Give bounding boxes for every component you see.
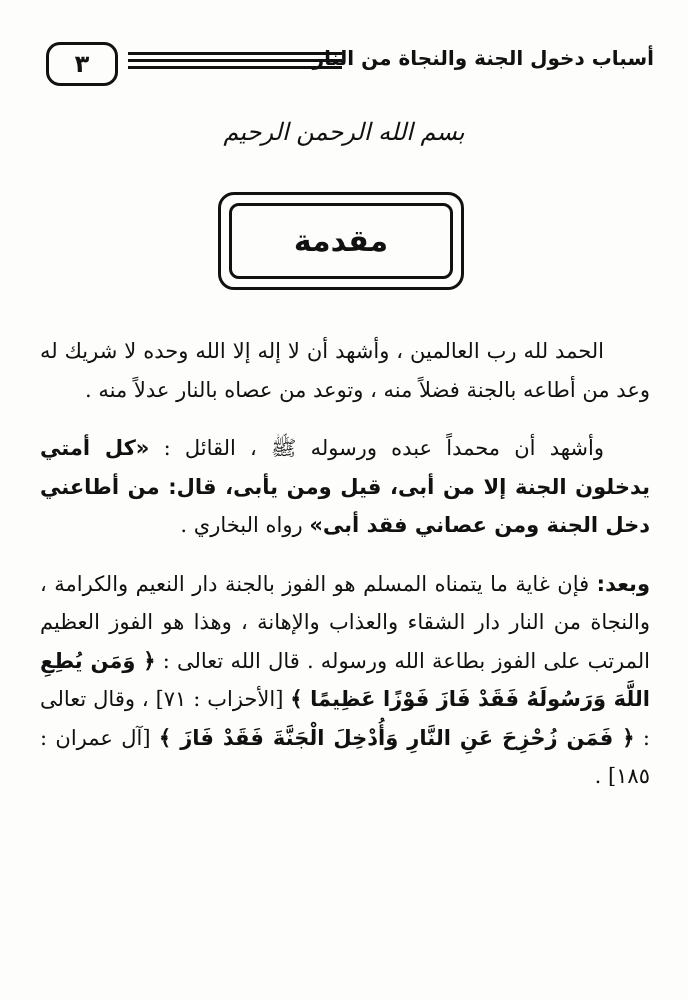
hadith-source: رواه البخاري . bbox=[180, 513, 310, 537]
section-title: مقدمة bbox=[293, 223, 389, 259]
running-title: أسباب دخول الجنة والنجاة من النار bbox=[312, 46, 654, 70]
paragraph-3 bbox=[40, 565, 650, 796]
quran-verse-2: ﴿ فَمَن زُحْزِحَ عَنِ النَّارِ وَأُدْخِلَ الْجَنَّةَ فَقَدْ فَازَ ﴾ bbox=[158, 725, 635, 750]
paragraph-1: الحمد لله رب العالمين ، وأشهد أن لا إله إلا الله وحده لا شريك له وعد من أطاعه بالجنة فضلاً منه ، وتوعد من عصاه بالنار عدلاً منه . bbox=[40, 339, 650, 402]
verse-1-reference: [الأحزاب : ٧١] ، وقال تعالى : bbox=[40, 687, 650, 750]
page-number-box bbox=[46, 42, 118, 86]
section-title-frame bbox=[218, 192, 464, 290]
hadith-quote: «كل أمتي يدخلون الجنة إلا من أبى، قيل ومن يأبى، قال: من أطاعني دخل الجنة ومن عصاني فقد أبى» bbox=[40, 436, 650, 537]
quran-verse-1: ﴿ وَمَن يُطِعِ اللَّهَ وَرَسُولَهُ فَقَدْ فَازَ فَوْزًا عَظِيمًا ﴾ bbox=[40, 648, 651, 711]
header-rule bbox=[128, 52, 342, 73]
paragraph-3-lead: وبعد: bbox=[596, 571, 650, 596]
section-title-inner-frame bbox=[229, 203, 453, 279]
running-header bbox=[44, 38, 654, 94]
paragraph-3-text: فإن غاية ما يتمناه المسلم هو الفوز بالجنة دار النعيم والكرامة ، والنجاة من النار دار الشقاء والعذاب والإهانة ، وهذا هو الفوز العظيم المرتب على الفوز بطاعة الله ورسوله . قال الله تعالى : bbox=[40, 571, 651, 673]
basmala: بسم الله الرحمن الرحيم bbox=[223, 118, 465, 146]
paragraph-2-intro: وأشهد أن محمداً عبده ورسوله ﷺ ، القائل : bbox=[149, 436, 604, 460]
verse-2-reference: [آل عمران : ١٨٥] . bbox=[40, 725, 650, 788]
page-number: ٣ bbox=[74, 50, 90, 78]
paragraph-2 bbox=[40, 429, 650, 545]
body-text bbox=[40, 332, 650, 816]
